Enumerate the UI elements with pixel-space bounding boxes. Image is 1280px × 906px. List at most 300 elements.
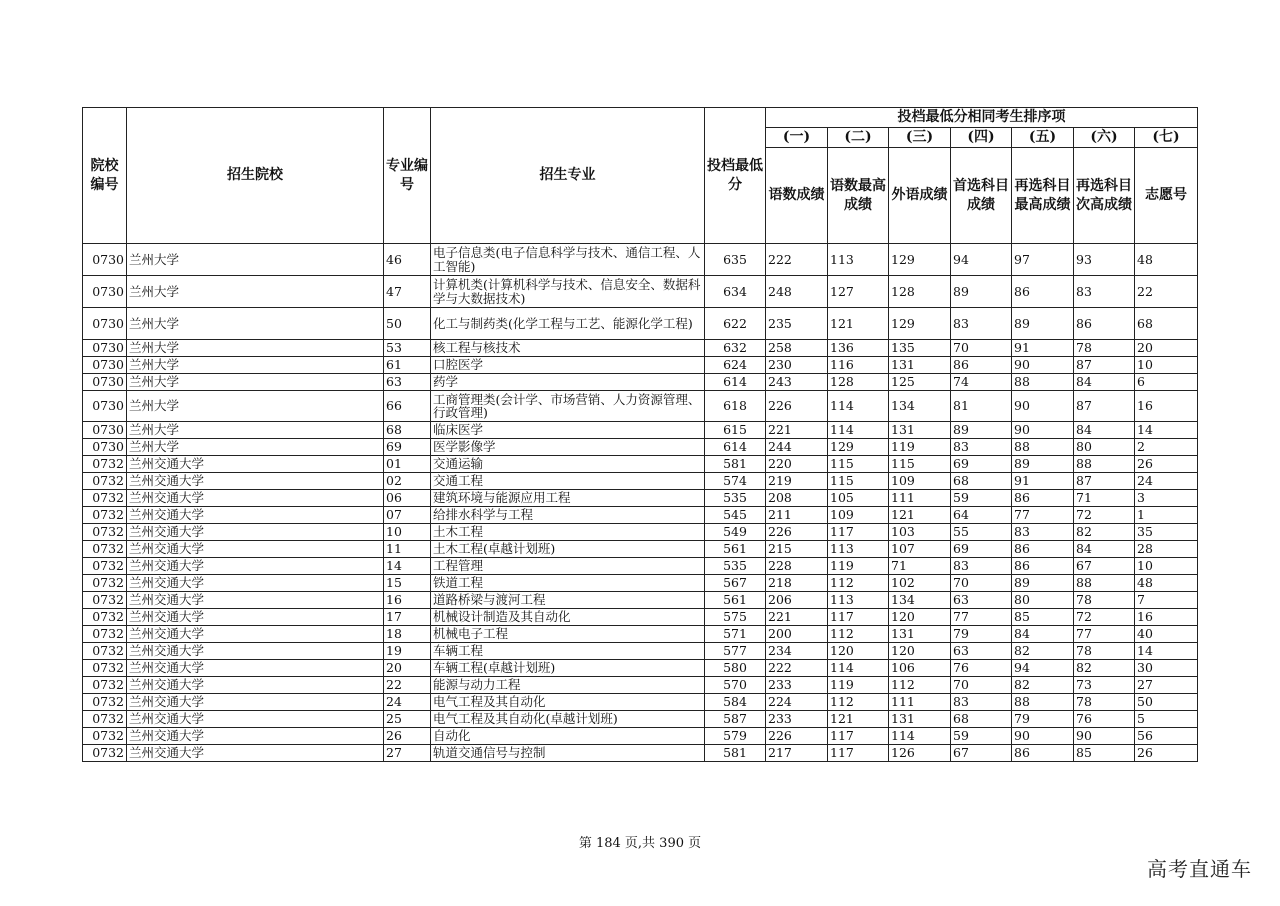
header-major-name: 招生专业 bbox=[431, 108, 705, 244]
cell-score-5: 86 bbox=[1012, 276, 1074, 308]
cell-score-4: 69 bbox=[951, 456, 1012, 473]
cell-score-6: 84 bbox=[1074, 541, 1135, 558]
table-row bbox=[83, 728, 1198, 745]
cell-min-score: 587 bbox=[705, 711, 766, 728]
cell-score-4: 74 bbox=[951, 374, 1012, 391]
cell-score-7: 10 bbox=[1135, 357, 1198, 374]
table-row bbox=[83, 592, 1198, 609]
cell-school-name: 兰州交通大学 bbox=[127, 677, 384, 694]
cell-score-5: 90 bbox=[1012, 357, 1074, 374]
cell-score-7: 56 bbox=[1135, 728, 1198, 745]
table-row bbox=[83, 558, 1198, 575]
cell-score-4: 89 bbox=[951, 422, 1012, 439]
cell-major-name: 建筑环境与能源应用工程 bbox=[431, 490, 705, 507]
cell-score-7: 26 bbox=[1135, 745, 1198, 762]
cell-school-name: 兰州大学 bbox=[127, 276, 384, 308]
cell-major-code: 16 bbox=[384, 592, 431, 609]
cell-score-7: 68 bbox=[1135, 308, 1198, 340]
cell-score-3: 106 bbox=[889, 660, 951, 677]
cell-score-7: 48 bbox=[1135, 244, 1198, 276]
cell-score-6: 84 bbox=[1074, 422, 1135, 439]
cell-score-5: 97 bbox=[1012, 244, 1074, 276]
cell-major-name: 核工程与核技术 bbox=[431, 340, 705, 357]
cell-score-2: 115 bbox=[828, 456, 889, 473]
cell-major-code: 53 bbox=[384, 340, 431, 357]
cell-school-name: 兰州交通大学 bbox=[127, 626, 384, 643]
cell-score-4: 69 bbox=[951, 541, 1012, 558]
cell-min-score: 614 bbox=[705, 374, 766, 391]
cell-score-3: 102 bbox=[889, 575, 951, 592]
cell-major-name: 口腔医学 bbox=[431, 357, 705, 374]
cell-major-code: 61 bbox=[384, 357, 431, 374]
cell-major-code: 50 bbox=[384, 308, 431, 340]
cell-score-3: 134 bbox=[889, 391, 951, 422]
cell-score-7: 7 bbox=[1135, 592, 1198, 609]
cell-school-code: 0732 bbox=[83, 626, 127, 643]
cell-score-5: 80 bbox=[1012, 592, 1074, 609]
cell-score-2: 114 bbox=[828, 391, 889, 422]
cell-school-code: 0732 bbox=[83, 728, 127, 745]
cell-school-name: 兰州交通大学 bbox=[127, 660, 384, 677]
cell-score-2: 136 bbox=[828, 340, 889, 357]
cell-major-code: 17 bbox=[384, 609, 431, 626]
cell-score-3: 129 bbox=[889, 308, 951, 340]
cell-min-score: 549 bbox=[705, 524, 766, 541]
cell-score-3: 119 bbox=[889, 439, 951, 456]
cell-score-1: 211 bbox=[766, 507, 828, 524]
table-row bbox=[83, 524, 1198, 541]
cell-score-1: 221 bbox=[766, 422, 828, 439]
page-footer: 第 184 页,共 390 页 bbox=[578, 836, 702, 851]
cell-score-2: 115 bbox=[828, 473, 889, 490]
cell-school-name: 兰州交通大学 bbox=[127, 728, 384, 745]
cell-school-name: 兰州交通大学 bbox=[127, 524, 384, 541]
cell-score-1: 224 bbox=[766, 694, 828, 711]
cell-school-code: 0730 bbox=[83, 422, 127, 439]
cell-major-name: 工商管理类(会计学、市场营销、人力资源管理、行政管理) bbox=[431, 391, 705, 422]
cell-score-6: 78 bbox=[1074, 592, 1135, 609]
cell-min-score: 580 bbox=[705, 660, 766, 677]
cell-score-6: 76 bbox=[1074, 711, 1135, 728]
cell-score-5: 82 bbox=[1012, 677, 1074, 694]
cell-score-2: 128 bbox=[828, 374, 889, 391]
cell-score-5: 91 bbox=[1012, 473, 1074, 490]
cell-score-6: 73 bbox=[1074, 677, 1135, 694]
cell-major-name: 医学影像学 bbox=[431, 439, 705, 456]
table-body bbox=[83, 244, 1198, 762]
cell-school-code: 0732 bbox=[83, 490, 127, 507]
header-sub-label-4: 首选科目成绩 bbox=[951, 148, 1012, 244]
cell-score-4: 55 bbox=[951, 524, 1012, 541]
cell-score-2: 109 bbox=[828, 507, 889, 524]
cell-major-name: 给排水科学与工程 bbox=[431, 507, 705, 524]
header-sub-number-4: (四) bbox=[951, 128, 1012, 148]
cell-major-code: 25 bbox=[384, 711, 431, 728]
cell-score-1: 243 bbox=[766, 374, 828, 391]
cell-score-4: 83 bbox=[951, 308, 1012, 340]
header-sub-label-7: 志愿号 bbox=[1135, 148, 1198, 244]
cell-score-6: 78 bbox=[1074, 694, 1135, 711]
table-row bbox=[83, 374, 1198, 391]
cell-major-code: 07 bbox=[384, 507, 431, 524]
cell-score-2: 117 bbox=[828, 524, 889, 541]
cell-school-code: 0732 bbox=[83, 660, 127, 677]
cell-school-code: 0730 bbox=[83, 374, 127, 391]
cell-score-6: 85 bbox=[1074, 745, 1135, 762]
cell-major-name: 机械电子工程 bbox=[431, 626, 705, 643]
cell-score-1: 230 bbox=[766, 357, 828, 374]
cell-score-7: 14 bbox=[1135, 422, 1198, 439]
cell-score-3: 112 bbox=[889, 677, 951, 694]
cell-major-name: 铁道工程 bbox=[431, 575, 705, 592]
cell-min-score: 618 bbox=[705, 391, 766, 422]
table-row bbox=[83, 276, 1198, 308]
cell-score-6: 80 bbox=[1074, 439, 1135, 456]
cell-major-name: 能源与动力工程 bbox=[431, 677, 705, 694]
cell-score-5: 86 bbox=[1012, 490, 1074, 507]
cell-score-5: 82 bbox=[1012, 643, 1074, 660]
header-sub-label-6: 再选科目次高成绩 bbox=[1074, 148, 1135, 244]
cell-score-5: 90 bbox=[1012, 422, 1074, 439]
cell-score-2: 119 bbox=[828, 677, 889, 694]
cell-score-5: 90 bbox=[1012, 728, 1074, 745]
cell-major-name: 工程管理 bbox=[431, 558, 705, 575]
cell-score-3: 114 bbox=[889, 728, 951, 745]
cell-min-score: 567 bbox=[705, 575, 766, 592]
cell-school-code: 0732 bbox=[83, 745, 127, 762]
cell-score-3: 109 bbox=[889, 473, 951, 490]
table-row bbox=[83, 660, 1198, 677]
cell-score-4: 76 bbox=[951, 660, 1012, 677]
table-row bbox=[83, 308, 1198, 340]
cell-major-code: 02 bbox=[384, 473, 431, 490]
cell-score-4: 83 bbox=[951, 558, 1012, 575]
cell-score-7: 10 bbox=[1135, 558, 1198, 575]
cell-score-2: 117 bbox=[828, 745, 889, 762]
cell-school-code: 0732 bbox=[83, 473, 127, 490]
cell-major-code: 68 bbox=[384, 422, 431, 439]
header-sub-number-3: (三) bbox=[889, 128, 951, 148]
cell-score-1: 233 bbox=[766, 711, 828, 728]
cell-major-code: 01 bbox=[384, 456, 431, 473]
cell-score-7: 28 bbox=[1135, 541, 1198, 558]
cell-school-name: 兰州交通大学 bbox=[127, 711, 384, 728]
cell-major-name: 药学 bbox=[431, 374, 705, 391]
cell-score-3: 107 bbox=[889, 541, 951, 558]
cell-score-7: 20 bbox=[1135, 340, 1198, 357]
cell-score-3: 134 bbox=[889, 592, 951, 609]
cell-score-1: 218 bbox=[766, 575, 828, 592]
cell-score-4: 67 bbox=[951, 745, 1012, 762]
cell-score-7: 48 bbox=[1135, 575, 1198, 592]
cell-min-score: 570 bbox=[705, 677, 766, 694]
cell-score-2: 129 bbox=[828, 439, 889, 456]
cell-school-name: 兰州大学 bbox=[127, 357, 384, 374]
cell-score-1: 222 bbox=[766, 244, 828, 276]
cell-score-6: 78 bbox=[1074, 340, 1135, 357]
cell-school-name: 兰州交通大学 bbox=[127, 643, 384, 660]
cell-score-2: 117 bbox=[828, 728, 889, 745]
cell-score-1: 248 bbox=[766, 276, 828, 308]
cell-score-5: 91 bbox=[1012, 340, 1074, 357]
cell-score-6: 72 bbox=[1074, 507, 1135, 524]
header-sub-number-5: (五) bbox=[1012, 128, 1074, 148]
cell-score-6: 82 bbox=[1074, 524, 1135, 541]
cell-score-1: 244 bbox=[766, 439, 828, 456]
table-row bbox=[83, 507, 1198, 524]
cell-min-score: 622 bbox=[705, 308, 766, 340]
cell-score-4: 77 bbox=[951, 609, 1012, 626]
cell-major-name: 电子信息类(电子信息科学与技术、通信工程、人工智能) bbox=[431, 244, 705, 276]
cell-major-code: 14 bbox=[384, 558, 431, 575]
cell-school-name: 兰州大学 bbox=[127, 374, 384, 391]
cell-score-3: 111 bbox=[889, 490, 951, 507]
cell-min-score: 624 bbox=[705, 357, 766, 374]
cell-score-2: 121 bbox=[828, 308, 889, 340]
cell-score-4: 89 bbox=[951, 276, 1012, 308]
cell-major-name: 土木工程 bbox=[431, 524, 705, 541]
cell-score-7: 50 bbox=[1135, 694, 1198, 711]
table-row bbox=[83, 439, 1198, 456]
cell-score-2: 127 bbox=[828, 276, 889, 308]
cell-score-3: 115 bbox=[889, 456, 951, 473]
cell-score-4: 63 bbox=[951, 592, 1012, 609]
table-row bbox=[83, 711, 1198, 728]
cell-score-7: 1 bbox=[1135, 507, 1198, 524]
cell-score-3: 131 bbox=[889, 422, 951, 439]
cell-score-2: 121 bbox=[828, 711, 889, 728]
cell-school-code: 0732 bbox=[83, 694, 127, 711]
cell-major-code: 46 bbox=[384, 244, 431, 276]
cell-score-2: 112 bbox=[828, 694, 889, 711]
cell-school-code: 0732 bbox=[83, 592, 127, 609]
cell-score-2: 113 bbox=[828, 541, 889, 558]
header-school-name: 招生院校 bbox=[127, 108, 384, 244]
watermark-text: 高考直通车 bbox=[1147, 857, 1252, 881]
cell-score-6: 87 bbox=[1074, 391, 1135, 422]
cell-score-7: 3 bbox=[1135, 490, 1198, 507]
header-ranking-group: 投档最低分相同考生排序项 bbox=[766, 108, 1198, 128]
cell-school-name: 兰州交通大学 bbox=[127, 473, 384, 490]
cell-score-5: 90 bbox=[1012, 391, 1074, 422]
cell-major-code: 66 bbox=[384, 391, 431, 422]
cell-score-6: 87 bbox=[1074, 357, 1135, 374]
cell-score-6: 87 bbox=[1074, 473, 1135, 490]
cell-score-2: 112 bbox=[828, 626, 889, 643]
cell-school-code: 0730 bbox=[83, 439, 127, 456]
cell-score-4: 70 bbox=[951, 340, 1012, 357]
cell-score-2: 114 bbox=[828, 660, 889, 677]
cell-min-score: 634 bbox=[705, 276, 766, 308]
cell-school-name: 兰州交通大学 bbox=[127, 592, 384, 609]
cell-score-3: 128 bbox=[889, 276, 951, 308]
cell-score-6: 67 bbox=[1074, 558, 1135, 575]
cell-score-1: 228 bbox=[766, 558, 828, 575]
cell-score-7: 24 bbox=[1135, 473, 1198, 490]
cell-score-6: 78 bbox=[1074, 643, 1135, 660]
header-sub-number-2: (二) bbox=[828, 128, 889, 148]
cell-score-3: 125 bbox=[889, 374, 951, 391]
cell-min-score: 577 bbox=[705, 643, 766, 660]
cell-score-5: 88 bbox=[1012, 439, 1074, 456]
cell-score-1: 219 bbox=[766, 473, 828, 490]
admission-table bbox=[82, 107, 1198, 762]
cell-score-6: 90 bbox=[1074, 728, 1135, 745]
cell-major-code: 10 bbox=[384, 524, 431, 541]
header-min-score: 投档最低分 bbox=[705, 108, 766, 244]
cell-score-5: 88 bbox=[1012, 374, 1074, 391]
cell-score-4: 70 bbox=[951, 575, 1012, 592]
cell-min-score: 545 bbox=[705, 507, 766, 524]
cell-school-code: 0732 bbox=[83, 609, 127, 626]
cell-score-5: 89 bbox=[1012, 456, 1074, 473]
cell-major-code: 63 bbox=[384, 374, 431, 391]
cell-school-name: 兰州大学 bbox=[127, 340, 384, 357]
cell-major-name: 电气工程及其自动化(卓越计划班) bbox=[431, 711, 705, 728]
cell-school-name: 兰州交通大学 bbox=[127, 507, 384, 524]
cell-score-7: 6 bbox=[1135, 374, 1198, 391]
cell-score-3: 129 bbox=[889, 244, 951, 276]
header-sub-label-5: 再选科目最高成绩 bbox=[1012, 148, 1074, 244]
cell-school-name: 兰州交通大学 bbox=[127, 558, 384, 575]
cell-score-5: 83 bbox=[1012, 524, 1074, 541]
cell-score-4: 64 bbox=[951, 507, 1012, 524]
cell-score-1: 217 bbox=[766, 745, 828, 762]
cell-score-6: 93 bbox=[1074, 244, 1135, 276]
cell-school-code: 0732 bbox=[83, 711, 127, 728]
cell-score-4: 81 bbox=[951, 391, 1012, 422]
cell-min-score: 575 bbox=[705, 609, 766, 626]
cell-min-score: 581 bbox=[705, 745, 766, 762]
cell-score-4: 68 bbox=[951, 711, 1012, 728]
cell-school-code: 0730 bbox=[83, 244, 127, 276]
cell-score-7: 16 bbox=[1135, 609, 1198, 626]
table-row bbox=[83, 340, 1198, 357]
cell-score-2: 114 bbox=[828, 422, 889, 439]
cell-school-name: 兰州交通大学 bbox=[127, 541, 384, 558]
cell-score-4: 83 bbox=[951, 439, 1012, 456]
cell-score-6: 72 bbox=[1074, 609, 1135, 626]
cell-school-code: 0730 bbox=[83, 357, 127, 374]
cell-major-name: 电气工程及其自动化 bbox=[431, 694, 705, 711]
cell-min-score: 571 bbox=[705, 626, 766, 643]
header-sub-label-1: 语数成绩 bbox=[766, 148, 828, 244]
cell-score-2: 113 bbox=[828, 244, 889, 276]
table-row bbox=[83, 473, 1198, 490]
cell-score-7: 27 bbox=[1135, 677, 1198, 694]
cell-score-2: 119 bbox=[828, 558, 889, 575]
cell-score-2: 112 bbox=[828, 575, 889, 592]
cell-score-2: 105 bbox=[828, 490, 889, 507]
cell-score-5: 86 bbox=[1012, 541, 1074, 558]
cell-school-name: 兰州交通大学 bbox=[127, 609, 384, 626]
cell-major-name: 化工与制药类(化学工程与工艺、能源化学工程) bbox=[431, 308, 705, 340]
cell-score-5: 94 bbox=[1012, 660, 1074, 677]
cell-score-7: 16 bbox=[1135, 391, 1198, 422]
cell-score-7: 5 bbox=[1135, 711, 1198, 728]
cell-school-code: 0732 bbox=[83, 643, 127, 660]
cell-min-score: 635 bbox=[705, 244, 766, 276]
cell-school-code: 0732 bbox=[83, 524, 127, 541]
cell-score-1: 226 bbox=[766, 728, 828, 745]
cell-score-6: 86 bbox=[1074, 308, 1135, 340]
cell-min-score: 615 bbox=[705, 422, 766, 439]
table-row bbox=[83, 745, 1198, 762]
cell-score-3: 111 bbox=[889, 694, 951, 711]
table-row bbox=[83, 677, 1198, 694]
cell-school-name: 兰州交通大学 bbox=[127, 490, 384, 507]
cell-min-score: 574 bbox=[705, 473, 766, 490]
cell-score-5: 89 bbox=[1012, 575, 1074, 592]
cell-score-1: 221 bbox=[766, 609, 828, 626]
cell-score-5: 89 bbox=[1012, 308, 1074, 340]
cell-school-code: 0730 bbox=[83, 391, 127, 422]
cell-school-name: 兰州大学 bbox=[127, 391, 384, 422]
cell-min-score: 535 bbox=[705, 490, 766, 507]
cell-score-6: 83 bbox=[1074, 276, 1135, 308]
cell-school-code: 0732 bbox=[83, 558, 127, 575]
cell-score-1: 234 bbox=[766, 643, 828, 660]
cell-major-code: 27 bbox=[384, 745, 431, 762]
cell-major-name: 车辆工程 bbox=[431, 643, 705, 660]
header-sub-number-7: (七) bbox=[1135, 128, 1198, 148]
cell-major-name: 临床医学 bbox=[431, 422, 705, 439]
cell-major-name: 机械设计制造及其自动化 bbox=[431, 609, 705, 626]
cell-score-3: 121 bbox=[889, 507, 951, 524]
cell-score-5: 84 bbox=[1012, 626, 1074, 643]
cell-score-1: 220 bbox=[766, 456, 828, 473]
cell-score-3: 126 bbox=[889, 745, 951, 762]
cell-major-code: 24 bbox=[384, 694, 431, 711]
cell-score-6: 82 bbox=[1074, 660, 1135, 677]
cell-score-1: 208 bbox=[766, 490, 828, 507]
cell-score-1: 233 bbox=[766, 677, 828, 694]
header-school-code: 院校编号 bbox=[83, 108, 127, 244]
cell-score-2: 116 bbox=[828, 357, 889, 374]
cell-score-5: 88 bbox=[1012, 694, 1074, 711]
cell-score-4: 79 bbox=[951, 626, 1012, 643]
table-row bbox=[83, 357, 1198, 374]
cell-school-name: 兰州大学 bbox=[127, 422, 384, 439]
table-row bbox=[83, 422, 1198, 439]
cell-score-4: 86 bbox=[951, 357, 1012, 374]
cell-school-code: 0732 bbox=[83, 677, 127, 694]
cell-score-4: 68 bbox=[951, 473, 1012, 490]
cell-score-7: 14 bbox=[1135, 643, 1198, 660]
cell-school-code: 0730 bbox=[83, 276, 127, 308]
cell-score-7: 30 bbox=[1135, 660, 1198, 677]
cell-score-4: 83 bbox=[951, 694, 1012, 711]
cell-score-6: 88 bbox=[1074, 456, 1135, 473]
cell-school-code: 0732 bbox=[83, 456, 127, 473]
cell-score-7: 35 bbox=[1135, 524, 1198, 541]
cell-major-name: 轨道交通信号与控制 bbox=[431, 745, 705, 762]
header-sub-number-1: (一) bbox=[766, 128, 828, 148]
cell-score-3: 120 bbox=[889, 609, 951, 626]
cell-score-1: 226 bbox=[766, 391, 828, 422]
cell-score-6: 71 bbox=[1074, 490, 1135, 507]
cell-min-score: 584 bbox=[705, 694, 766, 711]
table-row bbox=[83, 609, 1198, 626]
cell-score-3: 135 bbox=[889, 340, 951, 357]
cell-score-1: 235 bbox=[766, 308, 828, 340]
cell-major-name: 交通工程 bbox=[431, 473, 705, 490]
cell-score-3: 131 bbox=[889, 357, 951, 374]
cell-score-1: 206 bbox=[766, 592, 828, 609]
cell-score-1: 200 bbox=[766, 626, 828, 643]
cell-score-2: 120 bbox=[828, 643, 889, 660]
cell-major-name: 自动化 bbox=[431, 728, 705, 745]
